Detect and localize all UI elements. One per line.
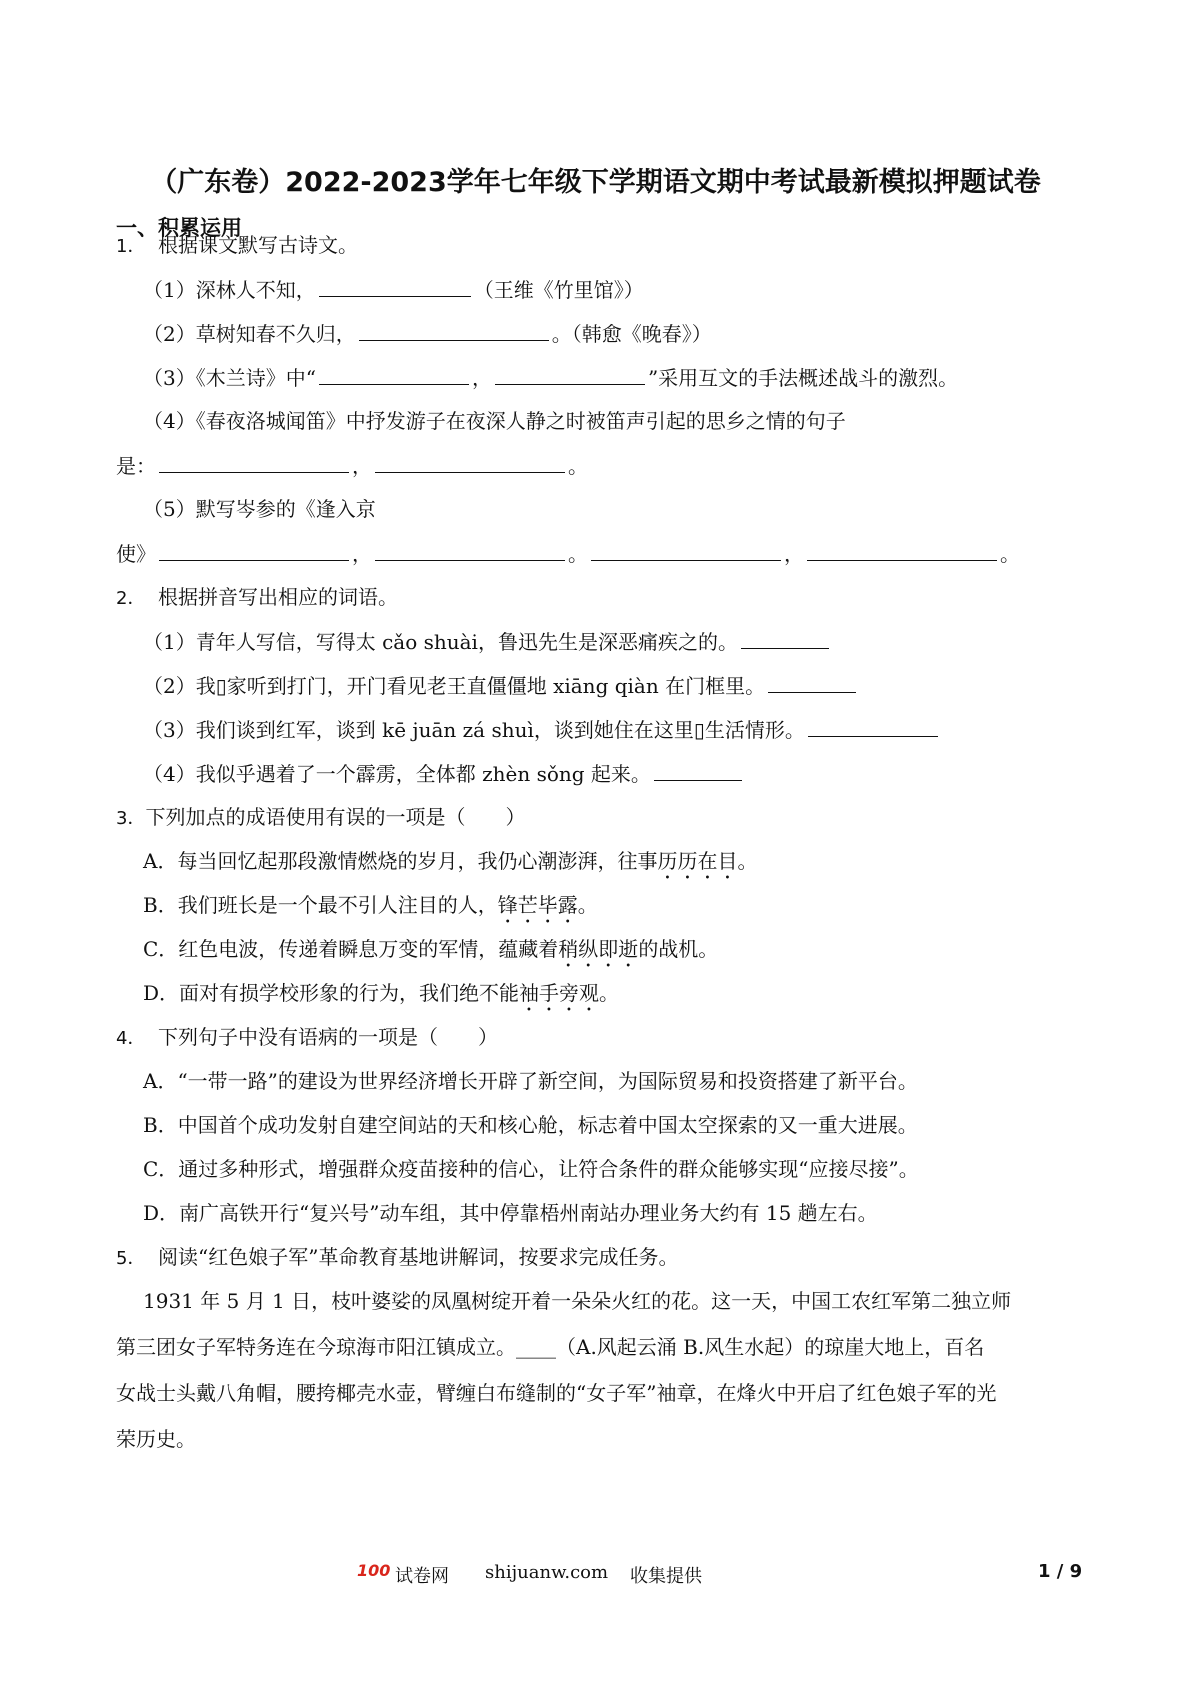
q1-item-5-cont — [116, 540, 1020, 567]
option-text: A．“一带一路”的建设为世界经济增长开辟了新空间，为国际贸易和投资搭建了新平台。 — [143, 1069, 918, 1093]
q2-item-1 — [143, 628, 832, 655]
q2-item-3 — [143, 716, 941, 743]
option-text: B．我们班长是一个最不引人注目的人， — [143, 893, 498, 917]
item-text: （1）深林人不知， — [143, 278, 316, 302]
item-text: ”采用互文的手法概述战斗的激烈。 — [647, 366, 959, 390]
dotted-idiom: 锋芒毕露 — [497, 893, 578, 917]
answer-blank[interactable] — [768, 672, 856, 693]
question-text: 下列句子中没有语病的一项是（ ） — [158, 1025, 498, 1049]
item-text: （2）我▯家听到打门，开门看见老王直僵僵地 xiāng qiàn 在门框里。 — [143, 674, 766, 698]
q5-paragraph-line — [116, 1380, 996, 1406]
answer-blank[interactable] — [591, 540, 781, 561]
item-text: （4）我似乎遇着了一个霹雳，全体都 zhèn sǒng 起来。 — [143, 762, 651, 786]
q3-option-b[interactable] — [143, 892, 598, 928]
option-text: 。 — [577, 893, 598, 917]
answer-blank[interactable] — [159, 452, 349, 473]
question-text: 根据课文默写古诗文。 — [158, 233, 358, 257]
item-text: ， — [784, 542, 804, 566]
option-text: D．面对有损学校形象的行为，我们绝不能 — [143, 981, 520, 1005]
option-text: 。 — [737, 849, 758, 873]
question-text: 下列加点的成语使用有误的一项是（ ） — [145, 805, 526, 829]
item-source: 。（韩愈《晚春》） — [551, 322, 712, 346]
q5-paragraph-line — [116, 1426, 196, 1452]
item-text: ， — [352, 542, 372, 566]
question-text: 根据拼音写出相应的词语。 — [158, 585, 398, 609]
question-text: 阅读“红色娘子军”革命教育基地讲解词，按要求完成任务。 — [158, 1245, 679, 1269]
q2-item-4 — [143, 760, 745, 787]
answer-blank[interactable] — [654, 760, 742, 781]
item-text: 。 — [568, 454, 588, 478]
option-text: D．南广高铁开行“复兴号”动车组，其中停靠梧州南站办理业务大约有 15 趟左右。 — [143, 1201, 878, 1225]
item-text: （5）默写岑参的《逢入京 — [143, 497, 376, 521]
q4-option-c[interactable] — [143, 1156, 919, 1182]
q5-paragraph-line — [143, 1288, 1011, 1314]
item-text: ， — [471, 366, 492, 390]
q1-item-1 — [143, 276, 644, 303]
page-title: （广东卷）2022-2023学年七年级下学期语文期中考试最新模拟押题试卷 — [150, 167, 1041, 198]
item-text: ， — [352, 454, 372, 478]
option-text: C．通过多种形式，增强群众疫苗接种的信心，让符合条件的群众能够实现“应接尽接”。 — [143, 1157, 919, 1181]
answer-blank[interactable] — [375, 452, 565, 473]
answer-blank[interactable] — [319, 364, 469, 385]
question-number: 1． — [116, 236, 146, 257]
question-1-stem — [116, 232, 358, 260]
answer-blank[interactable] — [741, 628, 829, 649]
question-number: 2． — [116, 588, 146, 609]
item-text: （2）草树知春不久归， — [143, 322, 356, 346]
paragraph-text: 第三团女子军特务连在今琼海市阳江镇成立。____（A.风起云涌 B.风生水起）的琼崖大地上，百名 — [116, 1335, 985, 1359]
q3-option-a[interactable] — [143, 848, 757, 884]
q3-option-d[interactable] — [143, 980, 619, 1016]
footer-provided: 收集提供 — [630, 1566, 702, 1587]
answer-blank[interactable] — [808, 716, 938, 737]
answer-blank[interactable] — [375, 540, 565, 561]
page-number: 1 / 9 — [1038, 1561, 1083, 1582]
option-text: 。 — [599, 981, 620, 1005]
option-text: B．中国首个成功发射自建空间站的天和核心舱，标志着中国太空探索的又一重大进展。 — [143, 1113, 918, 1137]
item-text: 是： — [116, 454, 156, 478]
answer-blank[interactable] — [495, 364, 645, 385]
item-text: 。 — [568, 542, 588, 566]
q3-option-c[interactable] — [143, 936, 718, 972]
item-text: 。 — [1000, 542, 1020, 566]
dotted-idiom: 袖手旁观 — [519, 981, 600, 1005]
q1-item-3 — [143, 364, 958, 391]
answer-blank[interactable] — [319, 276, 471, 297]
q1-item-4 — [143, 408, 846, 434]
footer-site-name: 试卷网 — [395, 1566, 449, 1587]
item-text: （4）《春夜洛城闻笛》中抒发游子在夜深人静之时被笛声引起的思乡之情的句子 — [143, 409, 846, 433]
q4-option-d[interactable] — [143, 1200, 878, 1226]
q4-option-a[interactable] — [143, 1068, 918, 1094]
item-text: （1）青年人写信，写得太 cǎo shuài，鲁迅先生是深恶痛疾之的。 — [143, 630, 738, 654]
dotted-idiom: 稍纵即逝 — [558, 937, 639, 961]
question-5-stem — [116, 1244, 678, 1272]
option-text: C．红色电波，传递着瞬息万变的军情，蕴藏着 — [143, 937, 559, 961]
item-text: 使》 — [116, 542, 156, 566]
paragraph-text: 1931 年 5 月 1 日，枝叶婆娑的凤凰树绽开着一朵朵火红的花。这一天，中国工农红军第二独立师 — [143, 1289, 1012, 1313]
q2-item-2 — [143, 672, 859, 699]
q1-item-5 — [143, 496, 376, 522]
footer-site-url[interactable]: shijuanw.com — [485, 1562, 609, 1583]
option-text: 的战机。 — [638, 937, 719, 961]
paragraph-text: 荣历史。 — [116, 1427, 196, 1451]
answer-blank[interactable] — [159, 540, 349, 561]
item-source: （王维《竹里馆》） — [473, 278, 644, 302]
paragraph-text: 女战士头戴八角帽，腰挎椰壳水壶，臂缠白布缝制的“女子军”袖章，在烽火中开启了红色娘子军的光 — [116, 1381, 997, 1405]
q1-item-4-cont — [116, 452, 588, 479]
q1-item-2 — [143, 320, 712, 347]
q4-option-b[interactable] — [143, 1112, 918, 1138]
question-number: 5． — [116, 1248, 146, 1269]
dotted-idiom: 历历在目 — [657, 849, 738, 873]
section-heading: 一、积累运用 — [116, 216, 242, 240]
item-text: （3）我们谈到红军，谈到 kē juān zá shuì，谈到她住在这里▯生活情形。 — [143, 718, 805, 742]
question-number: 3． — [116, 808, 146, 829]
question-number: 4． — [116, 1028, 146, 1049]
question-2-stem — [116, 584, 398, 612]
answer-blank[interactable] — [359, 320, 549, 341]
question-3-stem — [116, 804, 525, 832]
item-text: （3）《木兰诗》中“ — [143, 366, 316, 390]
option-text: A．每当回忆起那段激情燃烧的岁月，我仍心潮澎湃，往事 — [143, 849, 658, 873]
answer-blank[interactable] — [807, 540, 997, 561]
question-4-stem — [116, 1024, 498, 1052]
q5-paragraph-line — [116, 1334, 984, 1360]
site-logo: 100 — [357, 1561, 391, 1580]
